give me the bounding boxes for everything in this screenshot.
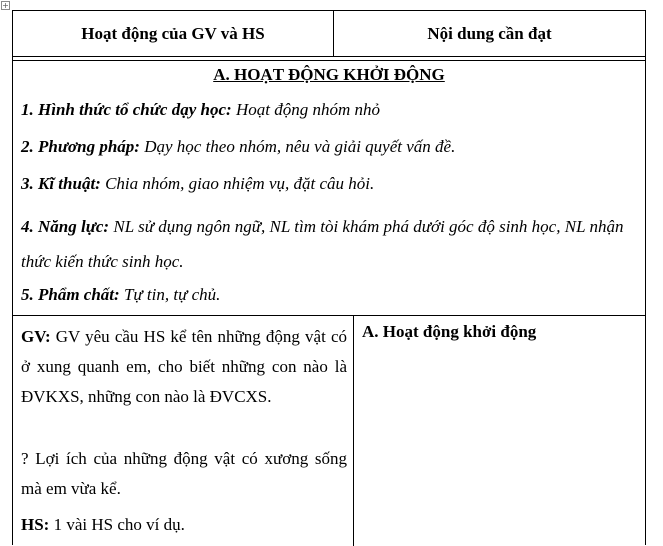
- question-text: ? Lợi ích của những động vật có xương sống mà em vừa kể.: [21, 449, 347, 498]
- header-required-content: Nội dung cần đạt: [427, 23, 552, 43]
- item-technique: 3. Kĩ thuật: Chia nhóm, giao nhiệm vụ, đặt câu hỏi.: [21, 174, 375, 193]
- warmup-section: [13, 61, 645, 316]
- item-quality: 5. Phẩm chất: Tự tin, tự chủ.: [21, 285, 221, 304]
- item-method: 2. Phương pháp: Dạy học theo nhóm, nêu và giải quyết vấn đề.: [21, 137, 456, 156]
- item-organization-form: 1. Hình thức tổ chức dạy học: Hoạt động nhóm nhỏ: [21, 100, 380, 119]
- lesson-table: [12, 10, 646, 545]
- section-title: A. HOẠT ĐỘNG KHỞI ĐỘNG: [213, 65, 445, 84]
- table-move-handle-icon[interactable]: +: [2, 1, 9, 10]
- student-response: HS: 1 vài HS cho ví dụ.: [21, 515, 185, 534]
- header-teacher-student-activity: Hoạt động của GV và HS: [13, 11, 334, 56]
- teacher-instruction: GV: GV yêu cầu HS kể tên những động vật có ở xung quanh em, cho biết những con nào là ĐVKXS, những con nào là ĐVCXS.: [21, 327, 347, 406]
- activity-cell: [13, 316, 354, 546]
- table-header-row: [13, 11, 645, 57]
- content-title: A. Hoạt động khởi động: [362, 322, 537, 341]
- item-competence: 4. Năng lực: NL sử dụng ngôn ngữ, NL tìm tòi khám phá dưới góc độ sinh học, NL nhận thức kiến thức sinh học.: [21, 217, 624, 271]
- content-cell: [354, 316, 645, 546]
